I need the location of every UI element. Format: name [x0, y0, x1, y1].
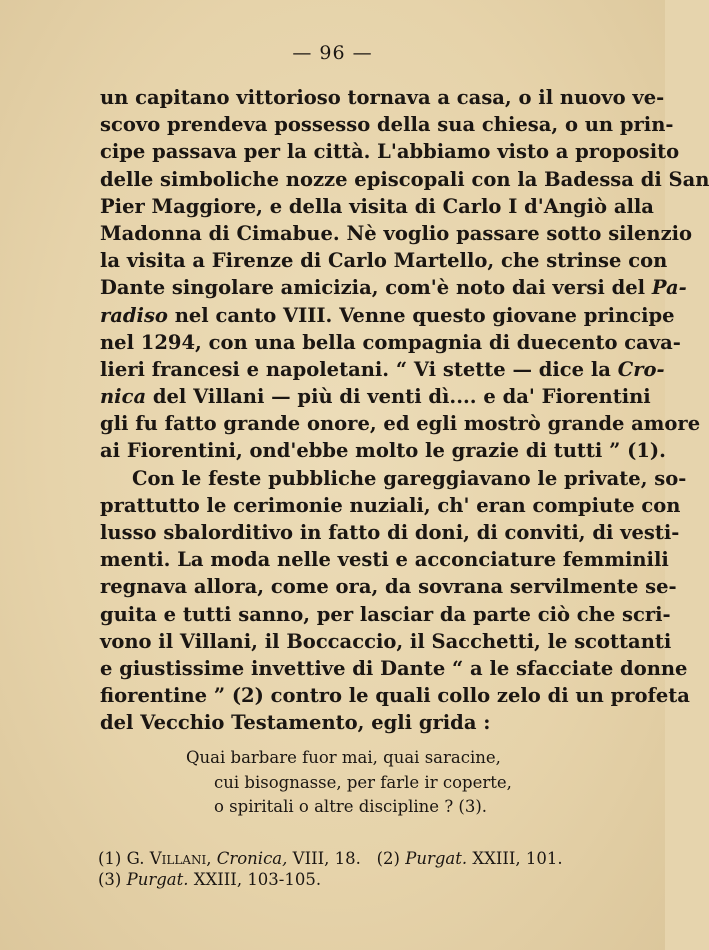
footnote-ref: XXIII, 101.: [467, 849, 563, 868]
italic-run: nica: [100, 385, 147, 409]
footnote-title: Cronica,: [216, 849, 288, 868]
text-line: Con le feste pubbliche gareggiavano le private, so-: [132, 466, 687, 490]
verse-line: o spiritali o altre discipline ? (3).: [214, 797, 488, 816]
footnote-line: [98, 869, 638, 890]
text-line: fiorentine ” (2) contro le quali collo zelo di un profeta: [100, 684, 690, 708]
footnote-title: Purgat.: [405, 849, 468, 868]
text-run: del Villani — più di venti dì.... e da' Fiorentini: [146, 385, 651, 409]
text-line: cipe passava per la città. L'abbiamo visto a proposito: [100, 140, 680, 164]
text-line: delle simboliche nozze episcopali con la Badessa di San: [100, 167, 709, 191]
footnote-line: [98, 848, 638, 869]
text-line: un capitano vittorioso tornava a casa, o il nuovo ve-: [100, 86, 665, 109]
text-line: Pier Maggiore, e della visita di Carlo I d'Angiò alla: [100, 194, 654, 218]
text-line: del Vecchio Testamento, egli grida :: [100, 711, 491, 735]
text-line: guita e tutti sanno, per lasciar da parte ciò che scri-: [100, 602, 671, 626]
footnote-mark: (3): [98, 870, 122, 889]
text-line: Madonna di Cimabue. Nè voglio passare sotto silenzio: [100, 221, 693, 245]
text-line: scovo prendeva possesso della sua chiesa, o un prin-: [100, 113, 674, 137]
footnote-ref: VIII, 18.: [287, 849, 361, 868]
footnote-mark: (2): [376, 849, 400, 868]
text-run: Dante singolare amicizia, com'è noto dai versi del: [100, 276, 652, 300]
italic-run: Pa-: [651, 276, 687, 300]
text-line: nel 1294, con una bella compagnia di duecento cava-: [100, 330, 681, 354]
italic-run: radiso: [100, 303, 168, 327]
verse-line: cui bisognasse, per farle ir coperte,: [214, 772, 512, 792]
text-line: e giustissime invettive di Dante “ a le sfacciate donne: [100, 656, 688, 680]
text-run: nel canto VIII. Venne questo giovane principe: [167, 303, 675, 327]
verse-line: Quai barbare fuor mai, quai saracine,: [186, 748, 501, 767]
text-line: [100, 274, 687, 301]
text-line: menti. La moda nelle vesti e acconciature femminili: [100, 548, 669, 572]
text-line: lusso sbalorditivo in fatto di doni, di conviti, di vesti-: [100, 521, 680, 544]
text-line: gli fu fatto grande onore, ed egli mostrò grande amore: [100, 412, 701, 436]
text-line: la visita a Firenze di Carlo Martello, che strinse con: [100, 249, 668, 273]
footnote-author: Villani,: [149, 849, 212, 868]
italic-run: Cro-: [617, 357, 665, 381]
footnote-title: Purgat.: [126, 870, 189, 889]
footnote-ref: XXIII, 103-105.: [188, 870, 322, 889]
footnotes: [98, 848, 638, 890]
text-line: [100, 302, 675, 329]
page-number: — 96 —: [292, 42, 373, 64]
text-line: regnava allora, come ora, da sovrana servilmente se-: [100, 575, 677, 599]
text-line: prattutto le cerimonie nuziali, ch' eran compiute con: [100, 493, 681, 517]
text-line: [100, 356, 665, 383]
text-run: lieri francesi e napoletani. “ Vi stette — dice la: [100, 357, 618, 381]
verse-quote: [186, 746, 546, 820]
body-text: [100, 84, 709, 737]
text-line: vono il Villani, il Boccaccio, il Sacchetti, le scottanti: [100, 629, 672, 653]
text-line: ai Fiorentini, ond'ebbe molto le grazie di tutti ” (1).: [100, 439, 666, 463]
footnote-mark: (1) G.: [98, 849, 145, 868]
text-line: [100, 383, 651, 410]
